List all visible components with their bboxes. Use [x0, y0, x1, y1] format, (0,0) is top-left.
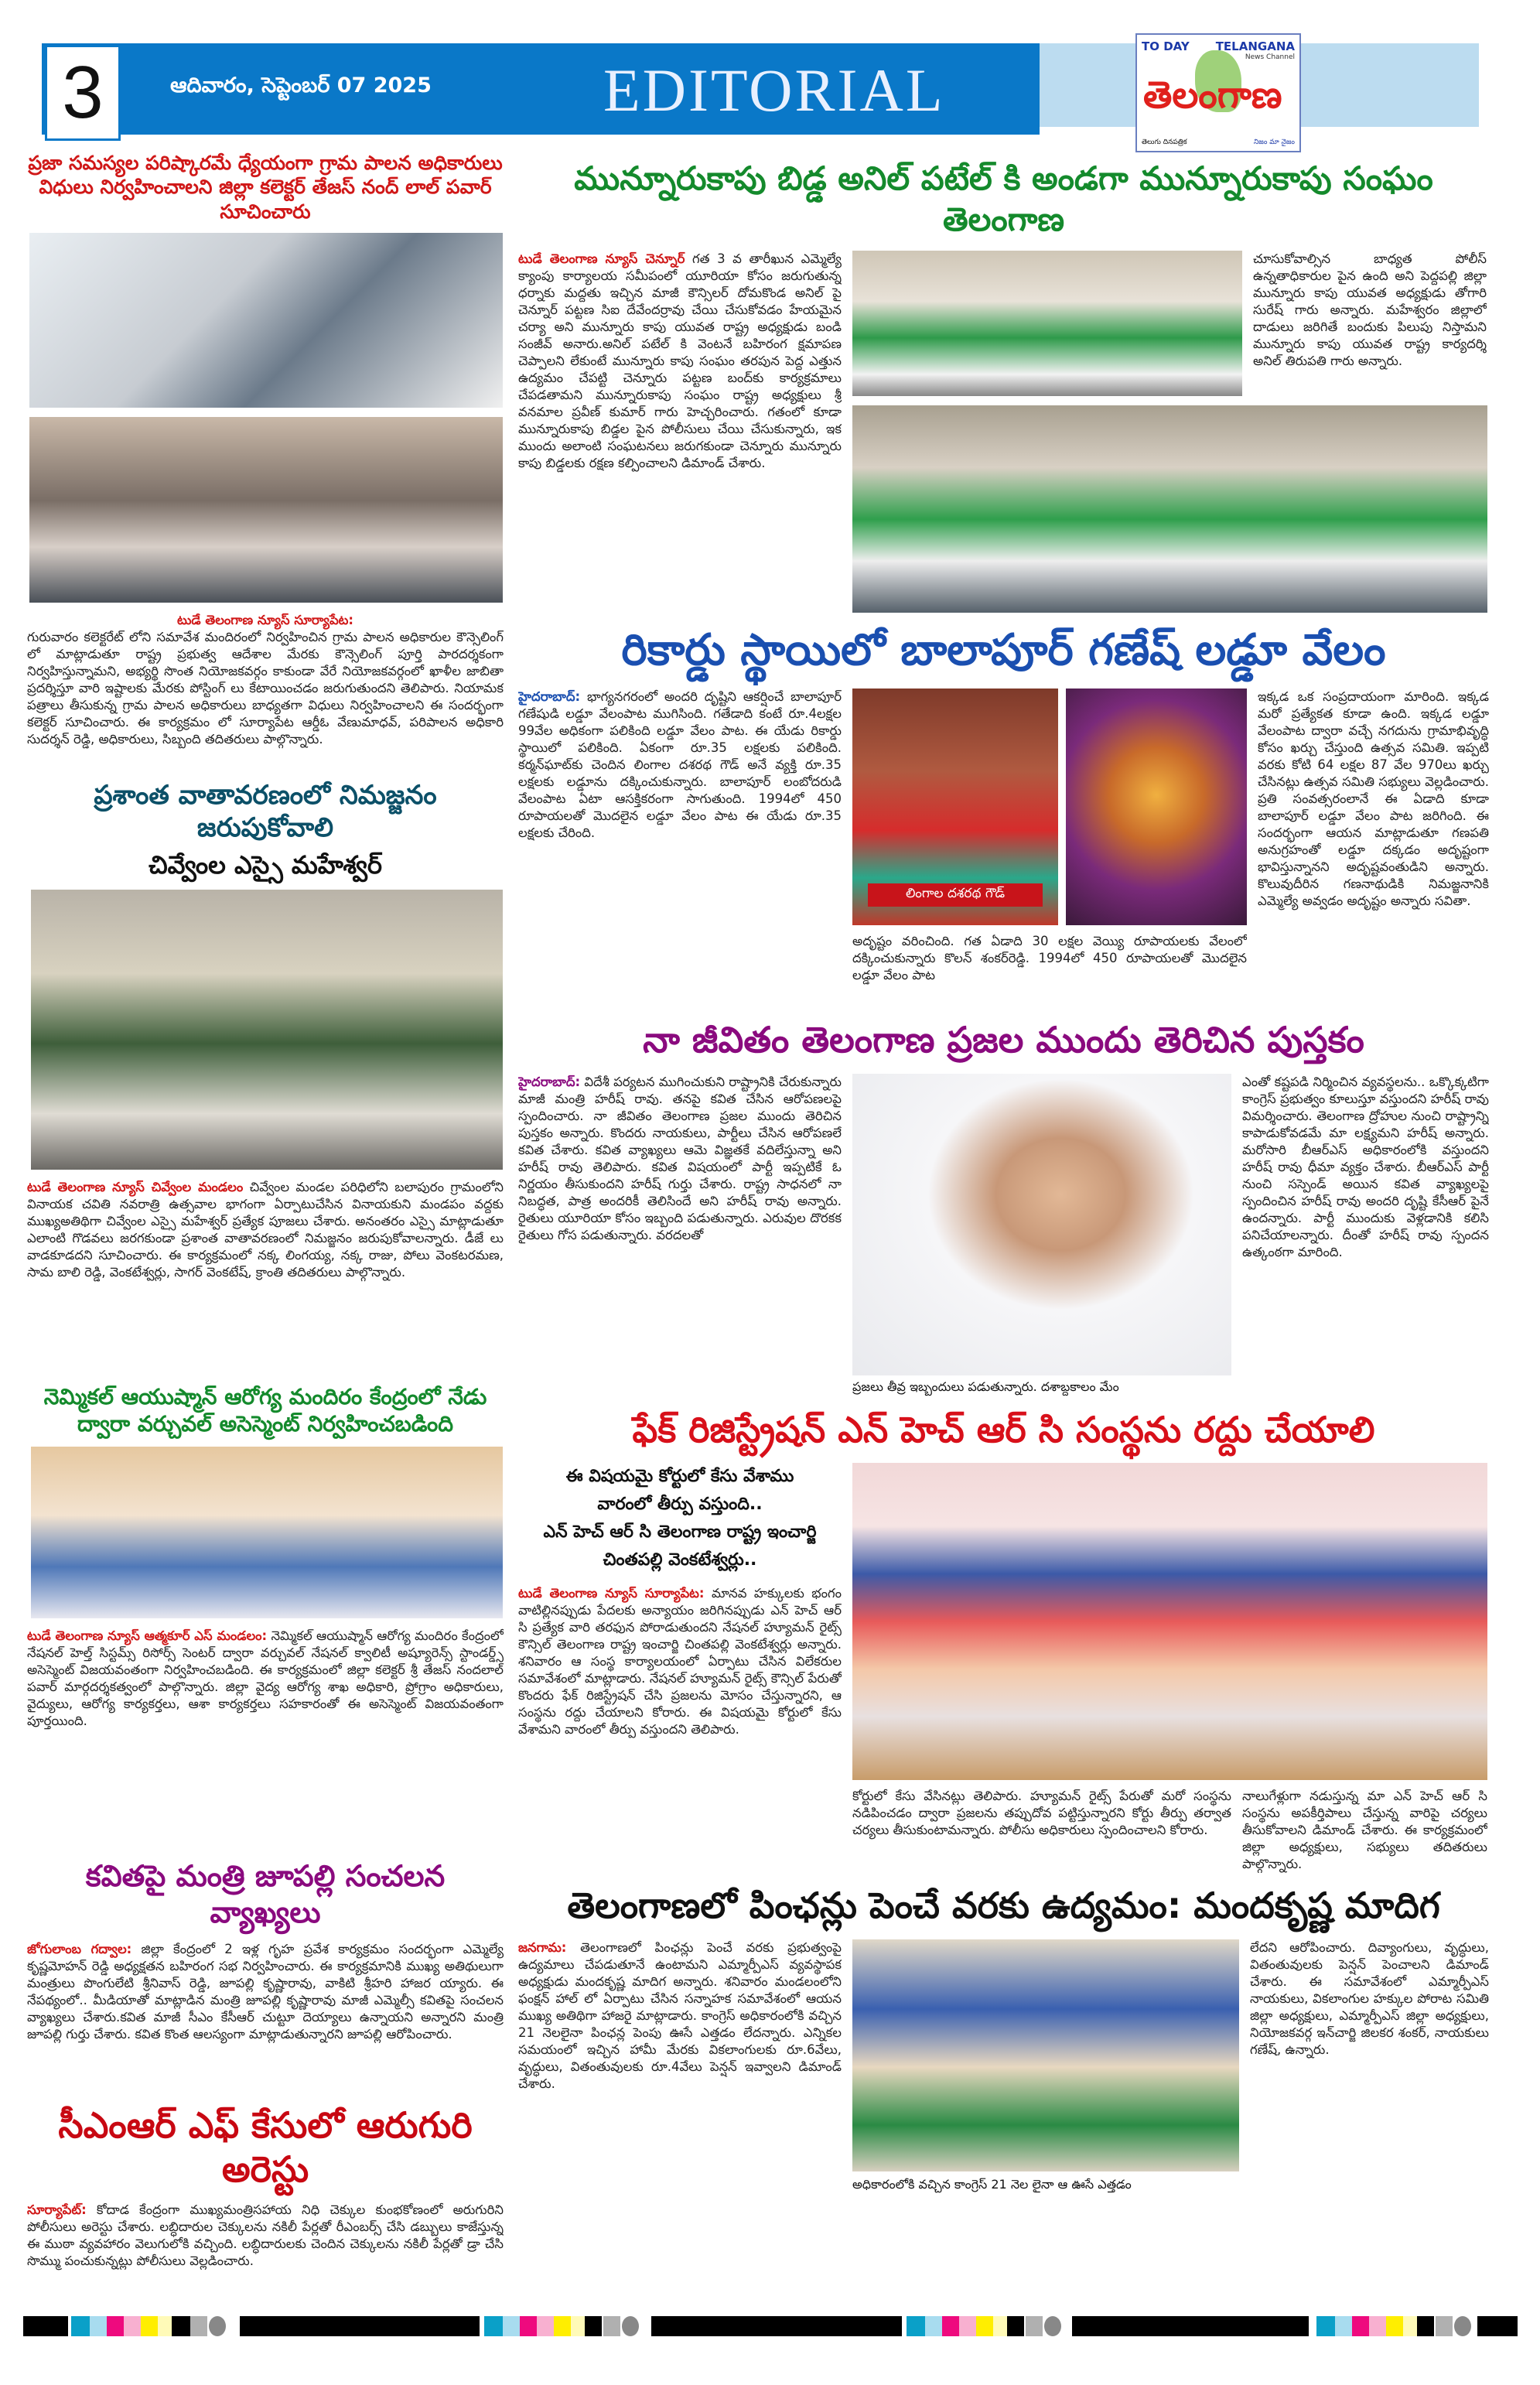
- dateline: జనగామ:: [518, 1939, 567, 1955]
- photo-mrps-meeting: [852, 1939, 1239, 2171]
- headline-munnurukapu: మున్నూరుకాపు బిడ్డ అనిల్ పటేల్ కి అండగా మున్నూరుకాపు సంఘం తెలంగాణ: [574, 159, 1433, 238]
- headline-grama-palana: ప్రజా సమస్యల పరిష్కారమే ధ్యేయంగా గ్రామ పాలన అధికారులు విధులు నిర్వహించాలని జిల్లా కలెక్టర్ తేజస్ నంద్ లాల్ పవార్ సూచించారు: [28, 152, 503, 223]
- headline-cmrf-arrest: సీఎంఆర్ ఎఫ్ కేసులో ఆరుగురి అరెస్టు: [58, 2103, 473, 2191]
- dateline: టుడే తెలంగాణ న్యూస్ సూర్యాపేట:: [176, 612, 354, 627]
- photo-health-staff: [31, 1447, 503, 1618]
- logo-telangana: TELANGANA: [1215, 39, 1295, 53]
- section-title: EDITORIAL: [603, 56, 945, 124]
- photo-collector-meeting: [29, 233, 503, 408]
- story-munnurukapu: [518, 159, 1489, 613]
- logo-sub: News Channel: [1245, 53, 1295, 61]
- article-body: కోదాడ కేంద్రంగా ముఖ్యమంత్రిసహాయ నిధి చెక్కుల కుంభకోణంలో అరుగురిని పోలీసులు అరెస్టు చేశారు. లబ్ధిదారుల చెక్కులను నకిలీ పేర్లతో రీఎంబర్స్ చేసి డబ్బులు కాజేస్తున్న ఈ ముఠా వ్యవహారం వెలుగులోకి వచ్చింది. లబ్ధిదారులకు చెందిన చెక్కులను నకిలీ పేర్లతో డ్రా చేసి సొమ్ము పంచుకున్నట్లు పోలీసులు వెల్లడించారు.: [27, 2202, 504, 2268]
- photo-officers-hall: [29, 417, 503, 603]
- article-nhrc-below-left: కోర్టులో కేసు వేసినట్లు తెలిపారు. హ్యూమన్ రైట్స్ పేరుతో మరో సంస్థను నడిపించడం ద్వారా ప్రజలను తప్పుదోవ పట్టిస్తున్నారని కోర్టు తీర్పు తర్వాత చర్యలు తీసుకుంటామన్నారు. పోలీసు అధికారులు స్పందించాలని కోరారు.: [852, 1789, 1231, 1837]
- photo-munnurukapu-group: [852, 405, 1487, 613]
- story-fake-nhrc: [518, 1408, 1489, 1874]
- headline-nimajjanam: ప్రశాంత వాతావరణంలో నిమజ్జనం జరుపుకోవాలి: [94, 779, 437, 844]
- article-manda-krishna: [518, 1939, 842, 2202]
- subhead-line: ఎన్ హెచ్ ఆర్ సి తెలంగాణ రాష్ట్ర ఇంచార్జి: [543, 1522, 817, 1542]
- logo-name: తెలంగాణ: [1143, 73, 1282, 117]
- article-nhrc-below-right: నాలుగేళ్లుగా నడుస్తున్న మా ఎన్ హెచ్ ఆర్ సి సంస్థను అపకీర్తిపాలు చేస్తున్న వారిపై చర్యలు తీసుకోవాలని డిమాండ్ చేశారు. ఈ కార్యక్రమంలో జిల్లా అధ్యక్షులు, సభ్యులు తదితరులు పాల్గొన్నారు.: [1242, 1789, 1487, 1871]
- headline-balapur-laddu: రికార్డు స్థాయిలో బాలాపూర్ గణేష్ లడ్డూ వేలం: [621, 625, 1386, 675]
- article-harish-rao: [518, 1074, 842, 1397]
- photo-harish-rao: [852, 1074, 1231, 1375]
- article-body: తెలంగాణలో పింఛన్లు పెంచే వరకు ప్రభుత్వంపై ఉద్యమాలు చేపడుతూనే ఉంటామని ఎమ్మార్పీఎస్ వ్యవస్థాపక అధ్యక్షుడు మందకృష్ణ మాదిగ అన్నారు. శనివారం మండలంలోని ఫంక్షన్ హాల్ లో ఏర్పాటు చేసిన సన్నాహక సమావేశంలో ఆయన ముఖ్య అతిథిగా హాజరై మాట్లాడారు. కాంగ్రెస్ అధికారంలోకి వచ్చిన 21 నెలలైనా పింఛన్ల పెంపు ఊసే ఎత్తడం లేదన్నారు. ఎన్నికల సమయంలో ఇచ్చిన హామీ మేరకు వికలాంగులకు రూ.6వేలు, వృద్ధులు, వితంతువులకు రూ.4వేలు పెన్షన్ ఇవ్వాలని డిమాండ్ చేశారు.: [518, 1939, 842, 2091]
- article-manda-right: లేదని ఆరోపించారు. దివ్యాంగులు, వృద్ధులు, వితంతువులకు పెన్షన్ పెంచాలని డిమాండ్ చేశారు. ఈ సమావేశంలో ఎమ్మార్పీఎస్ నాయకులు, వికలాంగుల హక్కుల పోరాట సమితి జిల్లా అధ్యక్షులు, ఎమ్మార్పీఎస్ జిల్లా అధ్యక్షులు, నియోజకవర్గ ఇన్‌చార్జి జిలకర శంకర్, నాయకులు గణేష్, ఉన్నారు.: [1250, 1939, 1489, 2057]
- photo-munnurukapu-leaders: [852, 251, 1242, 396]
- headline-kavitha-jupally: కవితపై మంత్రి జూపల్లి సంచలన వ్యాఖ్యలు: [85, 1858, 446, 1930]
- article-balapur-below: అదృష్టం వరించింది. గత ఏడాది 30 లక్షల వెయ్యి రూపాయలకు వేలంలో దక్కించుకున్నారు కొలన్ శంకర్‌రెడ్డి. 1994లో 450 రూపాయలతో మొదలైన లడ్డూ వేలం పాట: [852, 934, 1247, 982]
- headline-ayushman: నెమ్మికల్ ఆయుష్మాన్ ఆరోగ్య మందిరం కేంద్రంలో నేడు ద్వారా వర్చువల్ అసెస్మెంట్ నిర్వహించబడింది: [43, 1383, 487, 1437]
- headline-manda-krishna: తెలంగాణలో పింఛన్లు పెంచే వరకు ఉద్యమం: మందకృష్ణ మాదిగ: [567, 1884, 1440, 1926]
- article-kavitha-jupally: [27, 1941, 504, 2094]
- photo-ganesh-idol: [1066, 689, 1247, 925]
- photo-nhrc-press-meet: [852, 1463, 1487, 1780]
- logo-tagline-left: తెలుగు దినపత్రిక: [1142, 138, 1187, 146]
- dateline: టుడే తెలంగాణ న్యూస్ సూర్యాపేట:: [518, 1586, 705, 1601]
- print-color-bar: [23, 2316, 1531, 2336]
- article-munnurukapu: [518, 251, 842, 611]
- story-manda-krishna: [518, 1884, 1489, 2202]
- photo-si-pooja: [31, 890, 503, 1170]
- dateline: హైదరాబాద్:: [518, 689, 581, 704]
- article-body: గురువారం కలెక్టరేట్ లోని సమావేశ మందిరంలో నిర్వహించిన గ్రామ పాలన అధికారుల కౌన్సెలింగ్ లో మాట్లాడుతూ రాష్ట్ర ప్రభుత్వ ఆదేశాల మేరకు కౌన్సెలింగ్ పూర్తి పారదర్శకంగా నిర్వహిస్తున్నామని, అభ్యర్థి సొంత నియోజకవర్గం కాకుండా వేరే నియోజకవర్గంలో ఖాళీల జాబితా ప్రదర్శిస్తూ వారి ఇష్టాలకు మేరకు పోస్టింగ్ లు కేటాయించడం జరుగుతుందని తెలిపారు. నియామక పత్రాలు తీసుకున్న గ్రామ పాలన అధికారులు బాధ్యతగా విధులు నిర్వహించాలని ఈ సందర్భంగా కలెక్టర్ సూచించారు. ఈ కార్యక్రమం లో సూర్యాపేట ఆర్డీఓ వేణుమాధవ్, పరిపాలన అధికారి సుదర్శన్ రెడ్డి, అధికారులు, సిబ్బంది తదితరులు పాల్గొన్నారు.: [27, 629, 504, 747]
- article-body: జిల్లా కేంద్రంలో 2 ఇళ్ల గృహ ప్రవేశ కార్యక్రమం సందర్భంగా ఎమ్మెల్యే కృష్ణమోహన్ రెడ్డి అధ్యక్షతన బహిరంగ సభ నిర్వహించారు. ఈ కార్యక్రమానికి ముఖ్య అతిథులుగా మంత్రులు పొంగులేటి శ్రీనివాస్ రెడ్డి, జూపల్లి కృష్ణారావు, వాకిటి శ్రీహరి హాజర య్యారు. ఈ నేపథ్యంలో.. మీడియాతో మాట్లాడిన మంత్రి జూపల్లి కృష్ణారావు మాజీ ఎమ్మెల్సీ కవితపై సంచలన వ్యాఖ్యలు చేశారు.కవిత మాజీ సీఎం కేసీఆర్ చుట్టూ దెయ్యాలు ఉన్నాయని అన్నారని మంత్రి జూపల్లి గుర్తు చేశారు. కవిత కొంత ఆలస్యంగా మాట్లాడుతున్నారని జూపల్లి ఆరోపించారు.: [27, 1941, 504, 2042]
- dateline: టుడే తెలంగాణ న్యూస్ చివ్వేంల మండలం: [27, 1179, 244, 1194]
- headline-fake-nhrc: ఫేక్ రిజిస్ట్రేషన్ ఎన్ హెచ్ ఆర్ సి సంస్థను రద్దు చేయాలి: [632, 1408, 1375, 1450]
- photo-name-label: లింగాల దశరథ గౌడ్: [868, 883, 1043, 907]
- dateline: జోగులాంబ గద్వాల:: [27, 1941, 132, 1956]
- article-nimajjanam: [27, 1179, 504, 1374]
- logo-tagline-right: నిజం మా నైజం: [1253, 138, 1295, 146]
- issue-date: ఆదివారం, సెప్టెంబర్ 07 2025: [170, 73, 432, 97]
- newspaper-logo: [1135, 33, 1301, 152]
- page-number: 3: [45, 45, 121, 141]
- subhead-nhrc: [518, 1463, 842, 1574]
- article-body: చివ్వేంల మండల పరిధిలోని బలాపురం గ్రామంలోని వినాయక చవితి నవరాత్రి ఉత్సవాల భాగంగా ఏర్పాటుచేసిన వినాయకుని మండపం వద్దకు ముఖ్యఅతిథిగా చివ్వేంల ఎస్సై మహేశ్వర్ ప్రత్యేక పూజలు చేశారు. అనంతరం ఎస్సై మాట్లాడుతూ ఎలాంటి గొడవలు జరగకుండా ప్రశాంత వాతావరణంలో నిమజ్జనం జరుపుకోవాలన్నారు. డీజే లు వాడకూడదని సూచించారు. ఈ కార్యక్రమంలో నక్క లింగయ్య, నక్క రాజు, పోలు వెంకటరమణ, సామ బాలి రెడ్డి, వెంకటేశ్వర్లు, సాగర్ వెంకటేష్, క్రాంతి తదితరులు పాల్గొన్నారు.: [27, 1179, 504, 1280]
- dateline: టుడే తెలంగాణ న్యూస్ చెన్నూర్: [518, 251, 685, 266]
- subhead-line: చింతపల్లి వెంకటేశ్వర్లు..: [603, 1550, 757, 1570]
- subhead-si-maheshwar: చివ్వేంల ఎస్సై మహేశ్వర్: [149, 849, 382, 880]
- right-area: [518, 159, 1489, 2202]
- article-ayushman: [27, 1628, 504, 1849]
- article-harish-right: ఎంతో కష్టపడి నిర్మించిన వ్యవస్థలను.. ఒక్కొక్కటిగా కాంగ్రెస్ ప్రభుత్వం కూలుస్తూ వస్తుందని హరీష్ రావు విమర్శించారు. తెలంగాణ ద్రోహుల నుంచి రాష్ట్రాన్ని కాపాడుకోవడమే మా లక్ష్యమని హరీష్ అన్నారు. మరోసారి బీఆర్ఎస్ అధికారంలోకి వస్తుందని హరీష్ రావు ధీమా వ్యక్తం చేశారు. బీఆర్ఎస్ పార్టీ నుంచి సస్పెండ్ అయిన కవిత వ్యాఖ్యలపై స్పందించిన హరీష్ రావు అందరి దృష్టి కేసీఆర్ పైనే ఉందన్నారు. పార్టీ ముందుకు వెళ్లడానికి కలిసి పనిచేయాలన్నారు. దీంతో హరీష్ రావు స్పందన ఉత్కంఠగా మారింది.: [1242, 1074, 1489, 1259]
- article-grama-palana: [27, 612, 504, 770]
- article-balapur-laddu: [518, 689, 842, 1007]
- story-harish-rao: [518, 1018, 1489, 1397]
- article-balapur-right: ఇక్కడ ఒక సంప్రదాయంగా మారింది. ఇక్కడ మరో ప్రత్యేకత కూడా ఉంది. ఇక్కడ లడ్డూ వేలంపాట ద్వారా వచ్చే నగదును గ్రామాభివృద్ధి కోసం ఖర్చు చేస్తుంది ఉత్సవ సమితి. ఇప్పటి వరకు కోటి 64 లక్షల 87 వేల 970లు ఖర్చు చేసినట్లు ఉత్సవ సమితి సభ్యులు వెల్లడించారు. ప్రతి సంవత్సరంలానే ఈ ఏడాది కూడా బాలాపూర్ లడ్డూ వేలం పాట జరిగింది. ఈ సందర్భంగా ఆయన మాట్లాడుతూ గణపతి అనుగ్రహంతో లడ్డూ దక్కడం అదృష్టంగా భావిస్తున్నానని అదృష్టవంతుడిని అన్నారు. కొలువుదీరిన గణనాథుడికి నిమజ్జనానికి ఎమ్మెల్యే అవ్వడం అదృష్టం అన్నారు సవితా.: [1258, 689, 1489, 908]
- subhead-line: వారంలో తీర్పు వస్తుంది..: [597, 1495, 763, 1514]
- photo-caption-harish: ప్రజలు తీవ్ర ఇబ్బందులు పడుతున్నారు. దశాబ్దకాలం మేం: [852, 1379, 1119, 1394]
- article-body: విదేశీ పర్యటన ముగించుకుని రాష్ట్రానికి చేరుకున్నారు మాజీ మంత్రి హరీష్ రావు. తనపై కవిత చేసిన ఆరోపణలపై స్పందించారు. నా జీవితం తెలంగాణ ప్రజల ముందు తెరిచిన పుస్తకం అన్నారు. కొందరు నాయకులు, పార్టీలు చేసిన ఆరోపణలే కవిత చేశారు. కవిత వ్యాఖ్యలు ఆమె విజ్ఞతకే వదిలేస్తున్నా అని హరీష్ రావు తెలిపారు. కవిత విషయంలో పార్టీ ఇప్పటికే ఓ నిర్ణయం తీసుకుందని హరీష్ గుర్తు చేశారు. రాష్ట్ర సాధనలో నా నిబద్ధత, పాత్ర అందరికీ తెలిసిందే అని హరీష్ రావు అన్నారు. రైతులు యూరియా కోసం ఇబ్బంది పడుతున్నారు. ఎరువుల దొరకక రైతులు గోస పడుతున్నారు. వరదలతో: [518, 1074, 842, 1242]
- story-balapur: [518, 624, 1489, 1007]
- article-body: గత 3 వ తారీఖున ఎమ్మెల్యే క్యాంపు కార్యాలయ సమీపంలో యూరియా కోసం జరుగుతున్న ధర్నాకు మద్దతు ఇచ్చిన మాజీ కౌన్సిలర్ దోమకొండ అనిల్ పై చెన్నూర్ పట్టణ సిఐ దేవేందర్రావు చేయి చేసుకోవడం హేయమైన చర్యా అని మున్నూరు కాపు యువత రాష్ట్ర అధ్యక్షుడు బండి సంజీవ్ అనారు.అనిల్ పటేల్ కి వెంటనే బహిరంగ క్షమాపణ చెప్పాలని లేకుంటే మున్నూరు కాపు సంఘం తరపున పెద్ద ఎత్తున ఉద్యమం చేపట్టి చెన్నూరు పట్టణ బంద్‌కు కార్యక్రమాలు చేపడతామని మున్నూరుకాపు సంఘం రాష్ట్ర అధ్యక్షులు శ్రీ వనమాల ప్రవీణ్ కుమార్ గారు హెచ్చరించారు. గతంలో కూడా మున్నూరుకాపు బిడ్డల పైన పోలీసులు చేయి చేసుకున్నారు, ఇక ముందు అలాంటి సంఘటనలు జరుగకుండా చెన్నూరు మున్నూరు కాపు బిడ్డలకు రక్షణ కల్పించాలని డిమాండ్ చేశారు.: [518, 251, 842, 470]
- left-column: [27, 151, 504, 2287]
- article-munnurukapu-right: చూసుకోవాల్సిన బాధ్యత పోలీస్ ఉన్నతాధికారుల పైన ఉంది అని పెద్దపల్లి జిల్లా మున్నూరు కాపు యువత అధ్యక్షుడు తోగారి సురేష్ గారు అన్నారు. మహేశ్వరం జిల్లాలో దాడులు జరిగితే బందుకు పిలుపు నిస్తామని మున్నూరు కాపు యువత రాష్ట్ర కార్యదర్శి అనిల్ తిరుపతి గారు అన్నారు.: [1253, 251, 1487, 368]
- article-body: మానవ హక్కులకు భంగం వాటిల్లినప్పుడు పేదలకు అన్యాయం జరిగినప్పుడు ఎన్ హెచ్ ఆర్ సి ప్రత్యేక వారి తరఫున పోరాడుతుందని నేషనల్ హ్యూమన్ రైట్స్ కౌన్సిల్ తెలంగాణ రాష్ట్ర ఇంచార్జి చింతపల్లి వెంకటేశ్వర్లు అన్నారు. శనివారం ఆ సంస్థ కార్యాలయంలో ఏర్పాటు చేసిన విలేకరుల సమావేశంలో మాట్లాడారు. నేషనల్ హ్యూమన్ రైట్స్ కౌన్సిల్ పేరుతో కొందరు ఫేక్ రిజిస్ట్రేషన్ చేసి ప్రజలను మోసం చేస్తున్నారని, ఆ సంస్థను రద్దు చేయాలని కోరారు. ఈ విషయమై కోర్టులో కేసు వేశామని వారంలో తీర్పు వస్తుందని తెలిపారు.: [518, 1586, 842, 1737]
- article-body: నెమ్మికల్ ఆయుష్మాన్ ఆరోగ్య మందిరం కేంద్రంలో నేషనల్ హెల్త్ సిస్టమ్స్ రిసోర్స్ సెంటర్ ద్వారా వర్చువల్ నేషనల్ క్వాలిటీ అష్యూరెన్స్ స్టాండర్డ్స్ అసెస్మెంట్ విజయవంతంగా నిర్వహించబడింది. ఈ కార్యక్రమంలో జిల్లా కలెక్టర్ శ్రీ తేజస్ నందలాల్ పవార్ మార్గదర్శకత్వంలో పాల్గొన్నారు. జిల్లా వైద్య ఆరోగ్య శాఖ అధికారి, ప్రోగ్రాం అధికారులు, వైద్యులు, ఆరోగ్య కార్యకర్తలు, ఆశా కార్యకర్తలు సహకారంతో ఈ అసెస్మెంట్ విజయవంతంగా పూర్తయింది.: [27, 1628, 504, 1728]
- subhead-line: ఈ విషయమై కోర్టులో కేసు వేశాము: [565, 1467, 794, 1486]
- dateline: టుడే తెలంగాణ న్యూస్ ఆత్మకూర్ ఎస్ మండలం:: [27, 1628, 268, 1643]
- dateline: హైదరాబాద్:: [518, 1074, 581, 1089]
- headline-harish-rao: నా జీవితం తెలంగాణ ప్రజల ముందు తెరిచిన పుస్తకం: [643, 1019, 1364, 1061]
- dateline: సూర్యాపేట్:: [27, 2202, 87, 2217]
- article-cmrf-arrest: [27, 2202, 504, 2287]
- photo-caption-mrps: అధికారంలోకి వచ్చిన కాంగ్రెస్ 21 నెల లైనా ఆ ఊసే ఎత్తడం: [852, 2176, 1132, 2192]
- article-body: భాగ్యనగరంలో అందరి దృష్టిని ఆకర్షించే బాలాపూర్ గణేషుడి లడ్డూ వేలంపాట ముగిసింది. గతేడాది కంటే రూ.4లక్షల 99వేల అధికంగా పలికింది లడ్డూ వేలం పాట. ఈ యేడు రికార్డు స్థాయిలో పలికింది. ఏకంగా రూ.35 లక్షలకు పలికింది. కర్మన్‌ఘాట్‌కు చెందిన లింగాల దశరథ గౌడ్ అనే వ్యక్తి రూ.35 లక్షలకు లడ్డూను దక్కించుకున్నారు. బాలాపూర్ లంబోదరుడి వేలంపాట ఏటా ఆసక్తికరంగా సాగుతుంది. 1994లో 450 రూపాయలతో మొదలైన లడ్డూ వేలం పాట ఈ యేడు రూ.35 లక్షలకు చేరింది.: [518, 689, 842, 840]
- article-fake-nhrc: [518, 1585, 842, 1840]
- photo-dasharath-goud: [852, 689, 1058, 925]
- logo-today: TO DAY: [1142, 39, 1190, 53]
